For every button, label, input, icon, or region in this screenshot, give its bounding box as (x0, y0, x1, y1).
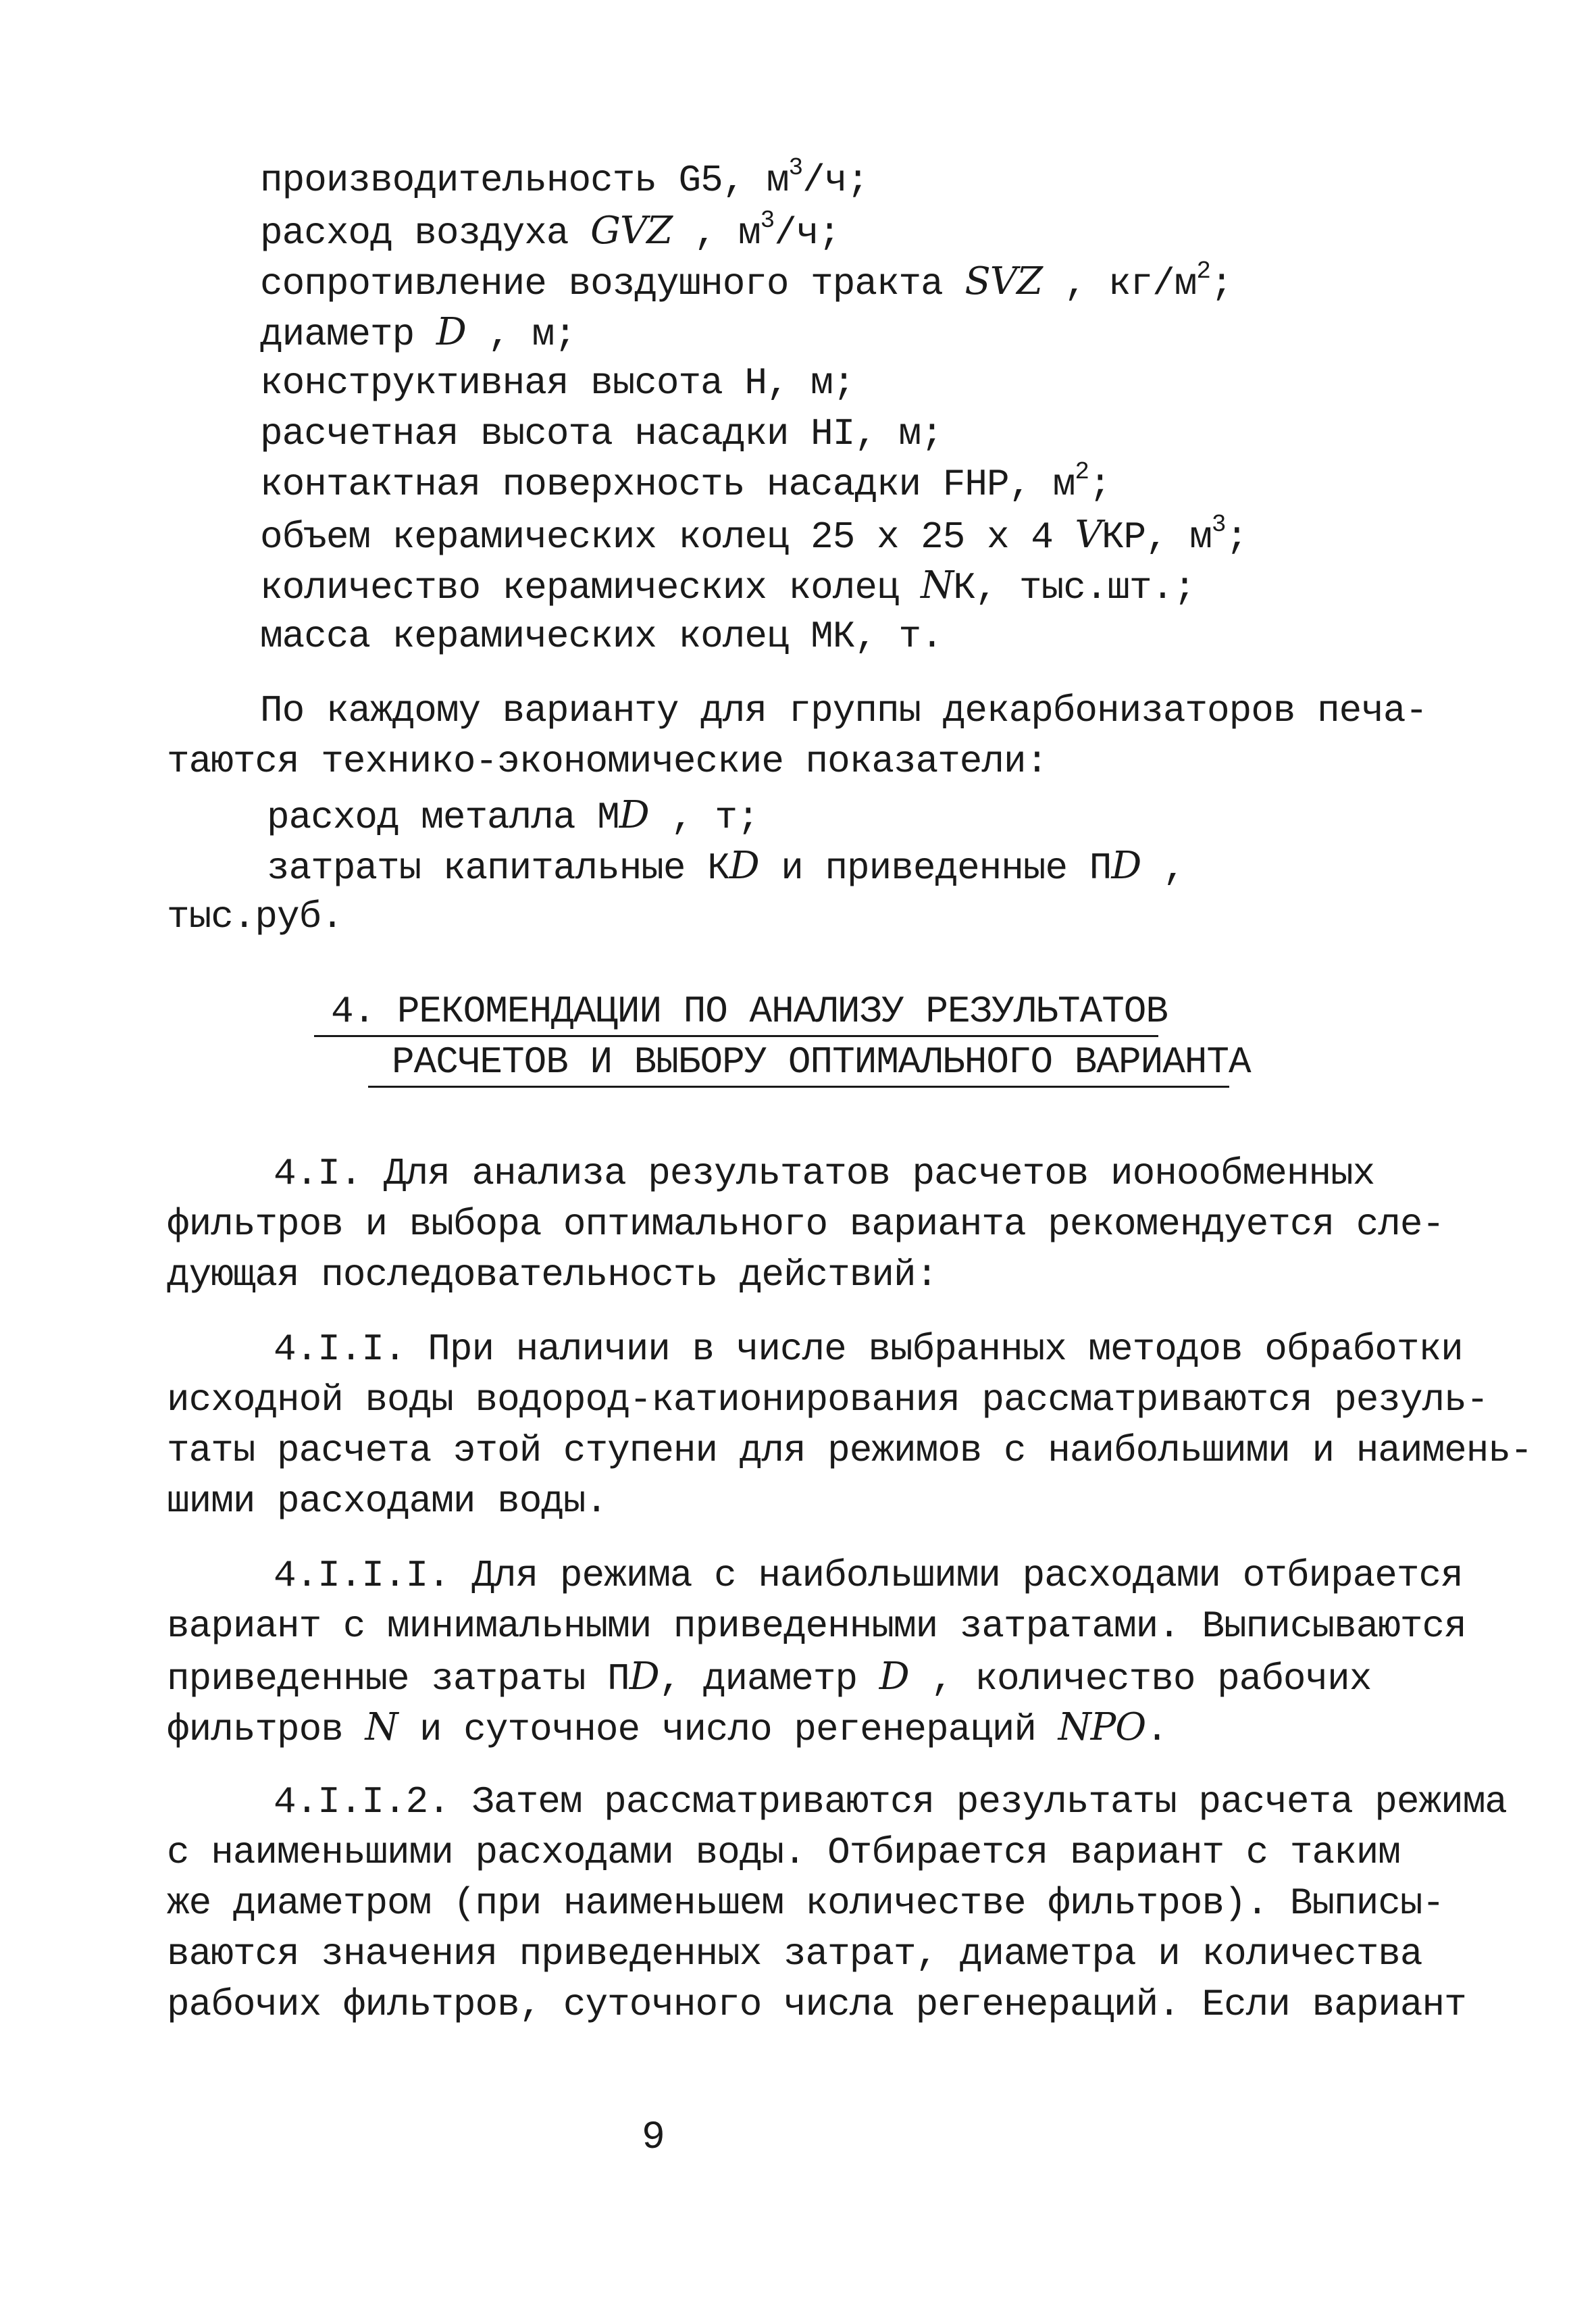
param-text: /ч; (802, 159, 869, 202)
heading-underline (368, 1086, 1229, 1088)
param-text: масса керамических колец МК, т. (260, 615, 943, 658)
paragraph-line: тыс.руб. (167, 895, 343, 938)
paragraph-line: же диаметром (при наименьшем количестве фильтров). Выписы- (167, 1882, 1445, 1925)
param-line (260, 458, 1111, 508)
param-text: сопротивление воздушного тракта (260, 262, 965, 305)
paragraph-line: таются технико-экономические показатели: (167, 740, 1048, 783)
param-text: ; (1089, 463, 1111, 506)
param-text: , м; (465, 313, 576, 356)
variable-name: N (921, 563, 954, 607)
superscript: 2 (1075, 458, 1089, 486)
paragraph-text: , (1141, 847, 1185, 890)
variable-name: V (1075, 513, 1102, 557)
paragraph-line: фильтров и выбора оптимального варианта рекомендуется сле- (167, 1203, 1445, 1246)
paragraph-line (267, 792, 759, 841)
paragraph-line: 4.I.I. При наличии в числе выбранных методов обработки (274, 1328, 1463, 1371)
superscript: 3 (788, 154, 803, 182)
paragraph-line: 4.I.I.I. Для режима с наибольшими расходами отбирается (274, 1554, 1463, 1597)
paragraph-text: расход металла М (267, 796, 619, 839)
param-text: ; (1210, 262, 1233, 305)
param-line (260, 309, 576, 358)
paragraph-text: , количество рабочих (908, 1657, 1372, 1701)
paragraph-line: ваются значения приведенных затрат, диаметра и количества (167, 1932, 1422, 1976)
variable-name: D (436, 310, 466, 354)
paragraph-line: вариант с минимальными приведенными затратами. Выписываются (167, 1605, 1466, 1648)
param-text: расчетная высота насадки НI, м; (260, 412, 943, 455)
param-text: диаметр (260, 313, 436, 356)
param-line (260, 613, 943, 660)
param-text: ; (1225, 515, 1248, 559)
param-line (260, 258, 1233, 307)
param-text: КР, м (1101, 515, 1212, 559)
paragraph-line (167, 1653, 1371, 1703)
param-line (260, 154, 869, 204)
param-text: контактная поверхность насадки FНР, м (260, 463, 1075, 506)
paragraph-text: , т; (648, 796, 759, 839)
param-line (260, 511, 1247, 561)
heading-underline (314, 1035, 1158, 1037)
variable-name: D (1111, 844, 1141, 888)
param-text: /ч; (774, 211, 841, 255)
paragraph-line: рабочих фильтров, суточного числа регенераций. Если вариант (167, 1983, 1466, 2026)
param-line (260, 562, 1195, 611)
paragraph-line: дующая последовательность действий: (167, 1253, 938, 1297)
paragraph-text: затраты капитальные К (267, 847, 729, 890)
paragraph-line: 4.I. Для анализа результатов расчетов ионообменных (274, 1152, 1375, 1195)
paragraph-text: . (1145, 1708, 1168, 1751)
superscript: 3 (760, 207, 775, 234)
heading-line: 4. РЕКОМЕНДАЦИИ ПО АНАЛИЗУ РЕЗУЛЬТАТОВ (331, 990, 1168, 1033)
paragraph-text: и суточное число регенераций (397, 1708, 1058, 1751)
variable-name: GVZ (590, 209, 673, 253)
paragraph-line: 4.I.I.2. Затем рассматриваются результаты расчета режима (274, 1780, 1507, 1823)
param-text: , кг/м (1042, 262, 1197, 305)
paragraph-line: исходной воды водород-катионирования рассматриваются резуль- (167, 1378, 1489, 1422)
paragraph-text: приведенные затраты П (167, 1657, 629, 1701)
param-text: объем керамических колец 25 х 25 х 4 (260, 515, 1075, 559)
variable-name: D (619, 793, 649, 837)
superscript: 2 (1196, 257, 1210, 285)
param-text: К, тыс.шт.; (953, 566, 1195, 609)
paragraph-line: По каждому варианту для группы декарбонизаторов печа- (260, 689, 1428, 732)
paragraph-line: шими расходами воды. (167, 1480, 608, 1523)
superscript: 3 (1211, 511, 1226, 538)
variable-name: NPO (1058, 1705, 1146, 1749)
param-text: производительность G5, м (260, 159, 789, 202)
page-number: 9 (642, 2116, 665, 2160)
variable-name: SVZ (964, 259, 1043, 303)
variable-name: N (365, 1705, 398, 1749)
param-text: количество керамических колец (260, 566, 921, 609)
heading-line: РАСЧЕТОВ И ВЫБОРУ ОПТИМАЛЬНОГО ВАРИАНТА (392, 1040, 1251, 1084)
paragraph-line (167, 1704, 1168, 1753)
variable-name: D (729, 844, 759, 888)
param-line (260, 207, 840, 257)
paragraph-text: , диаметр (659, 1657, 879, 1701)
param-text: конструктивная высота Н, м; (260, 361, 855, 405)
paragraph-line: таты расчета этой ступени для режимов с наибольшими и наимень- (167, 1429, 1533, 1472)
param-line (260, 410, 943, 457)
paragraph-text: фильтров (167, 1708, 365, 1751)
variable-name: D (629, 1655, 659, 1699)
paragraph-line (267, 842, 1185, 892)
paragraph-text: и приведенные П (758, 847, 1112, 890)
param-text: , м (672, 211, 761, 255)
param-text: расход воздуха (260, 211, 591, 255)
variable-name: D (879, 1655, 909, 1699)
paragraph-line: с наименьшими расходами воды. Отбирается вариант с таким (167, 1831, 1400, 1874)
param-line (260, 359, 854, 407)
